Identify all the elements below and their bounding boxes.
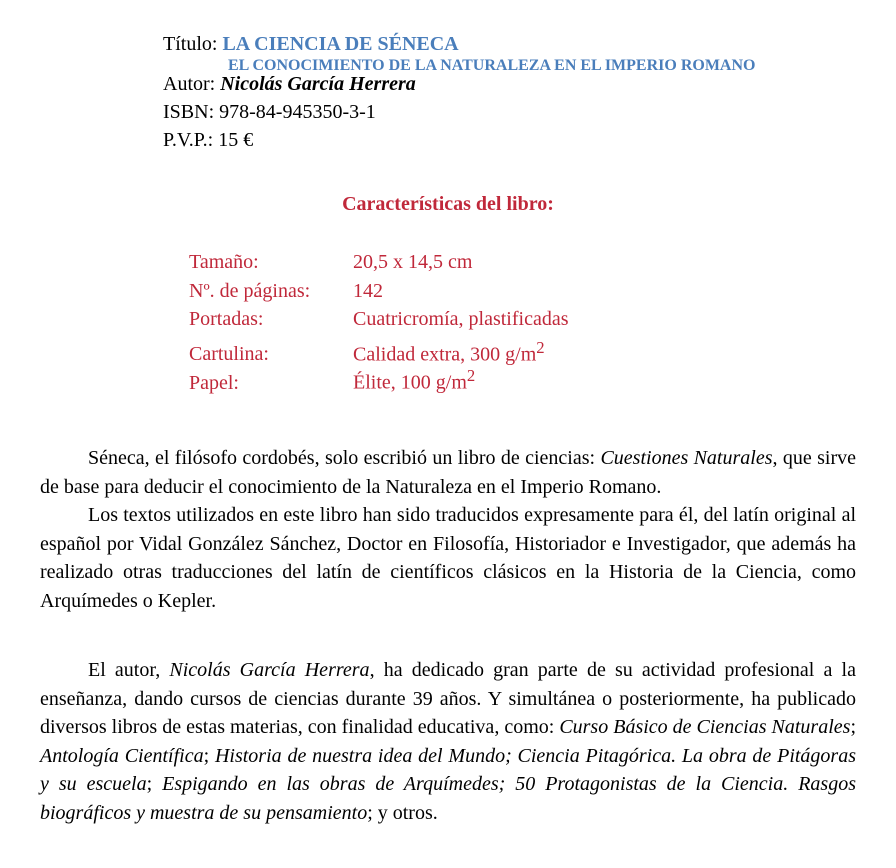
title-label: Título: — [163, 33, 218, 55]
description-block-1 — [40, 444, 856, 615]
book-reference: Curso Básico de Ciencias Naturales — [559, 716, 851, 738]
author-label: Autor: — [163, 73, 216, 95]
description-paragraph-2: Los textos utilizados en este libro han sido traducidos expresamente para él, del latín original al español por Vidal González Sánchez, Doctor en Filosofía, Historiador e Investigador, que además ha realizado otras traducciones del latín de científicos clásicos en la Historia de la Ciencia, como Arquímedes o Kepler. — [40, 504, 856, 612]
title-row — [163, 30, 459, 58]
book-subtitle: EL CONOCIMIENTO DE LA NATURALEZA EN EL IMPERIO ROMANO — [228, 57, 756, 74]
features-table — [189, 248, 569, 394]
feature-value-text: Calidad extra, 300 g/m — [353, 343, 537, 366]
feature-row — [189, 248, 568, 277]
feature-label: Cartulina: — [189, 343, 269, 366]
price-row — [163, 126, 459, 154]
price-label: P.V.P.: — [163, 129, 214, 151]
feature-value: 20,5 x 14,5 cm — [353, 251, 473, 273]
feature-value: Cuatricromía, plastificadas — [353, 308, 569, 330]
price-value: 15 € — [218, 129, 254, 151]
text-run: Séneca, el filósofo cordobés, solo escribió un libro de ciencias: — [88, 447, 601, 469]
feature-row — [189, 305, 568, 334]
superscript: 2 — [536, 337, 545, 357]
book-reference: Antología Científica — [40, 744, 204, 767]
feature-label: Nº. de páginas: — [189, 279, 311, 302]
isbn-label: ISBN: — [163, 101, 215, 123]
text-run: El autor, — [88, 659, 170, 681]
book-metadata — [163, 30, 459, 154]
feature-label: Portadas: — [189, 308, 264, 330]
feature-value: 142 — [353, 279, 383, 302]
book-reference: Espigando en las obras de Arquímedes; 50 Protagonistas de la Ciencia. Rasgos biográficos y muestra de su pensamiento — [40, 773, 856, 824]
description-block-2 — [40, 656, 856, 827]
text-run: , ha dedicado gran parte de su actividad profesional a la enseñanza, dando cursos de ciencias durante 39 años. Y simultánea o posteriormente, ha publicado diversos libros de estas materias, con finalidad educativa, como: — [40, 659, 856, 738]
text-run: ; y otros. — [367, 801, 438, 824]
text-run: ; — [203, 744, 215, 767]
isbn-value: 978-84-945350-3-1 — [219, 101, 376, 123]
description-paragraph-3 — [40, 656, 856, 827]
features-heading-text: Características del libro: — [342, 193, 554, 215]
book-reference: Cuestiones Naturales — [600, 447, 773, 469]
description-paragraph-1 — [40, 444, 856, 501]
feature-label: Papel: — [189, 371, 239, 394]
superscript: 2 — [466, 366, 476, 385]
text-run: , que sirve de base para deducir el conocimiento de la Naturaleza en el Imperio Romano. — [40, 447, 856, 498]
text-run: ; — [146, 773, 163, 795]
feature-row — [189, 334, 568, 366]
feature-row — [189, 277, 568, 306]
book-title: LA CIENCIA DE SÉNECA — [222, 33, 459, 55]
feature-label: Tamaño: — [189, 251, 259, 273]
book-reference: Historia de nuestra idea del Mundo; Ciencia Pitagórica. La obra de Pitágoras y su escuela — [40, 744, 857, 795]
text-run: ; — [850, 716, 856, 738]
feature-value-text: Élite, 100 g/m — [353, 371, 467, 394]
features-heading — [0, 193, 896, 216]
feature-value — [353, 362, 475, 397]
author-reference: Nicolás García Herrera — [169, 659, 370, 681]
author-name: Nicolás García Herrera — [220, 73, 416, 95]
isbn-row — [163, 98, 459, 126]
